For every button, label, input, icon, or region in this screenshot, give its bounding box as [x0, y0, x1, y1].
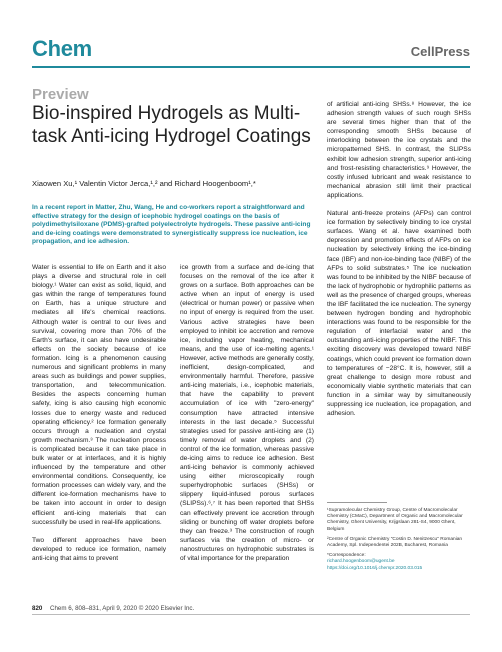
paragraph: of artificial anti-icing SHSs.⁸ However, the ice adhesion strength values of such rough SHSs are several times higher than that of the corresponding smooth SHSs because of interlocking between the ice crystals and the micropatterned SHS. In contrast, the SLIPSs exhibit low adhesion strength, superior anti-icing and frost-resisting characteristics.⁹ However, the costly infused lubricant and weak resistance to mechanical abrasion still limit their practical applications.	[327, 101, 471, 199]
abstract: In a recent report in Matter, Zhu, Wang, He and co-workers report a straightforward and effective strategy for the design of icephobic hydrogel coatings on the basis of polydimethylsiloxane (PDMS)-grafted polyelectrolyte hydrogels. These passive anti-icing and de-icing coatings were demonstrated to synergistically suppress ice nucleation, ice propagation, and ice adhesion.	[32, 204, 311, 246]
header-rule	[32, 66, 470, 68]
paragraph: ice growth from a surface and de-icing that focuses on the removal of the ice after it grows on a surface. Both approaches can be active when an input of energy is used (electrical or human power) or passive when no input of energy is required from the user. Various active strategies have been employed to inhibit ice accretion and remove ice, including vapor heating, mechanical means, and the use of ice-melting agents.¹ However, active methods are generally costly, inefficient, design-complicated, and environmentally harmful. Therefore, passive anti-icing materials, i.e., icephobic materials, that have the capability to prevent accumulation of ice with "zero-energy" consumption have attracted intensive interests in the last decade.⁵ Successful strategies used for passive anti-icing are (1) timely removal of water droplets and (2) control of the ice formation, whereas passive de-icing aims to reduce ice adhesion. Best anti-icing behavior is commonly achieved using either microscopically rough superhydrophobic surfaces (SHSs) or slippery liquid-infused porous surfaces (SLIPSs).⁶,⁷ It has been reported that SHSs can effectively prevent ice accretion through sliding or bunching off water droplets before they can freeze.³ The construction of rough surfaces via the creation of micro- or nanostructures on hydrophobic substrates is of vital importance for the preparation	[180, 264, 314, 562]
doi-link[interactable]: https://doi.org/10.1016/j.chempr.2020.03.015	[327, 565, 423, 571]
paragraph: Water is essential to life on Earth and it also plays a diverse and structural role in cell biology.¹ Water can exist as solid, liquid, and gas within the range of temperatures found on Earth, has a unique structure and mediates all life's chemical reactions. Although water is central to our lives and survival, covering more than 70% of the Earth's surface, it can also have undesirable effects on the society because of ice formation. Icing is a phenomenon causing numerous and significant problems in many areas such as buildings and power supplies, transportation, and telecommunication. Besides the aspects concerning human safety, icing is also causing high economic losses due to energy waste and reduced operating efficiency.² Ice formation generally occurs through a nucleation and crystal growth mechanism.³ The nucleation process is complicated because it can take place in bulk water or at interfaces, and it is highly influenced by the temperature and other environmental conditions. Consequently, ice formation processes can widely vary, and the different ice-formation mechanisms have to be taken into account in order to design efficient anti-icing materials that can successfully be used in real-life applications.	[32, 264, 166, 526]
body-column-1	[32, 263, 166, 563]
footnote-rule	[327, 502, 387, 503]
section-label: Preview	[32, 86, 89, 103]
footnotes	[327, 508, 471, 576]
affiliation-1: ¹Supramolecular Chemistry Group, Centre of Macromolecular Chemistry (CMaC), Department of Organic and Macromolecular Chemistry, Ghent University, Krijgslaan 281-S4, 9000 Ghent, Belgium	[327, 508, 463, 532]
author-list: Xiaowen Xu,¹ Valentin Victor Jerca,¹,² and Richard Hoogenboom¹,*	[32, 179, 256, 188]
paragraph: Natural anti-freeze proteins (AFPs) can control ice formation by selectively binding to ice crystal surfaces. Wang et al. have examined both depression and promotion effects of AFPs on ice nucleation by selectively linking the ice-binding face (IBF) and non-ice-binding face (NIBF) of the AFPs to solid substrates.⁵ The ice nucleation was found to be inhibited by the NIBF because of the lack of hydrophobic or hydrophilic patterns as well as the presence of charged groups, whereas the IBF facilitated the ice nucleation. The synergy between hydrogen bonding and hydrophobic interactions was found to be responsible for the regulation of interfacial water and the outstanding anti-icing properties of the NIBF. This exciting discovery was developed toward NIBF coatings, which could prevent ice formation down to temperatures of −28°C. It is, however, still a great challenge to design more robust and economically viable synthetic materials that can function in a similar way by simultaneously suppressing ice nucleation, ice propagation, and adhesion.	[327, 210, 471, 418]
journal-name: Chem	[32, 36, 92, 61]
body-column-3	[327, 100, 471, 418]
footer-rule	[32, 614, 470, 615]
paragraph: Two different approaches have been developed to reduce ice formation, namely anti-icing that aims to prevent	[32, 536, 166, 562]
publisher-logo: CellPress	[410, 44, 470, 59]
citation-footer: Chem 6, 808–831, April 9, 2020 © 2020 Elsevier Inc.	[50, 605, 195, 612]
affiliation-2: ²Centre of Organic Chemistry "Costin D. Nenitzescu" Romanian Academy, Spl. Independentei 202B, Bucharest, Romania	[327, 536, 463, 549]
page-number: 820	[32, 605, 43, 612]
correspondence-email-link[interactable]: richard.hoogenboom@ugent.be	[327, 559, 395, 565]
article-title: Bio-inspired Hydrogels as Multi-task Anti-icing Hydrogel Coatings	[32, 103, 311, 147]
correspondence-label: *Correspondence:	[327, 553, 366, 559]
body-column-2	[180, 263, 314, 563]
